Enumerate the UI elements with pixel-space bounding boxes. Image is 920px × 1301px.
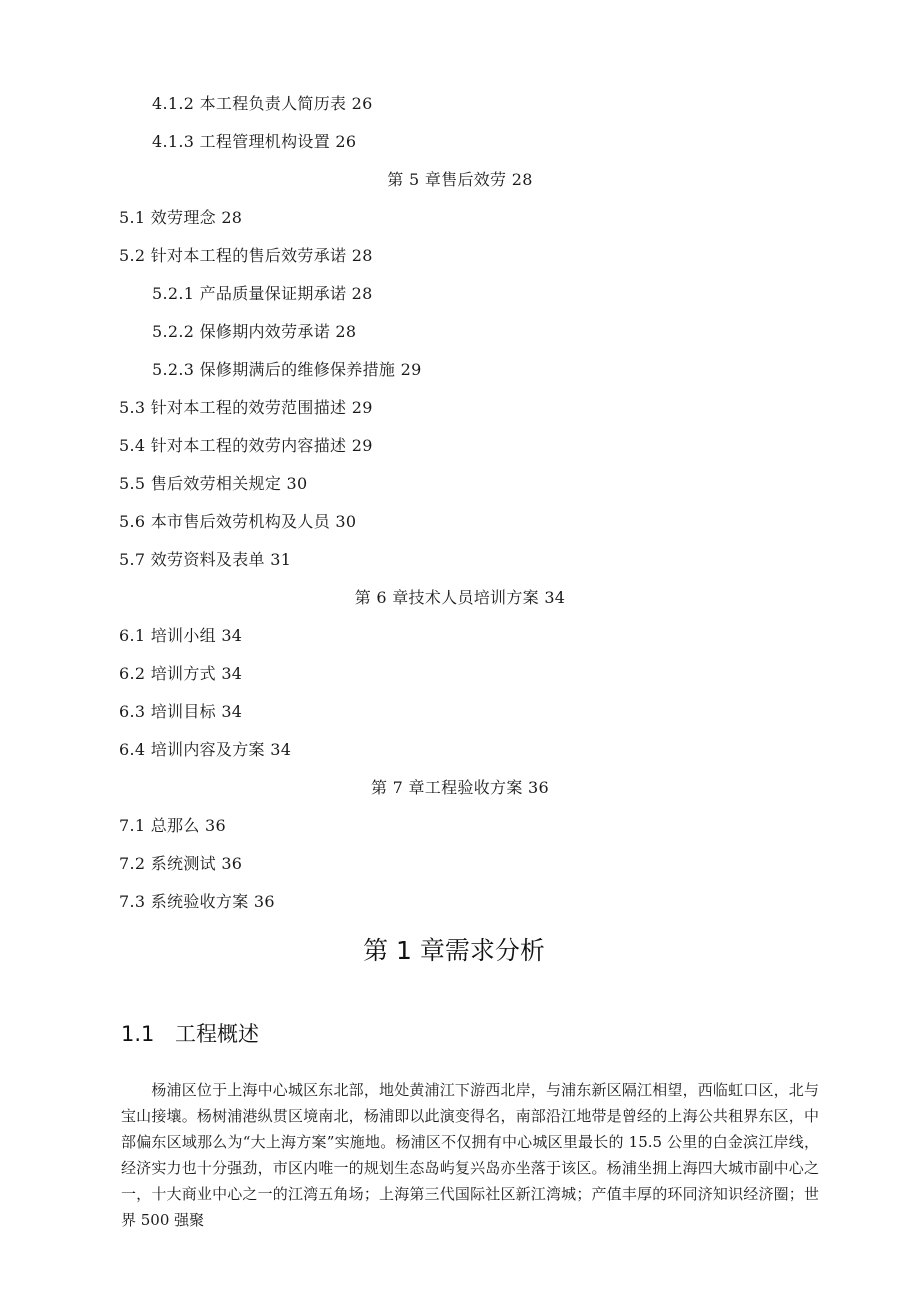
section-heading [121,1019,259,1049]
toc-entry[interactable]: 5.6 本市售后效劳机构及人员 30 [119,512,357,531]
toc-entry[interactable]: 5.2.3 保修期满后的维修保养措施 29 [152,360,422,379]
toc-entry[interactable]: 7.3 系统验收方案 36 [119,892,275,911]
toc-entry[interactable]: 5.7 效劳资料及表单 31 [119,550,292,569]
toc-entry[interactable]: 4.1.3 工程管理机构设置 26 [152,132,357,151]
toc-entry[interactable]: 7.1 总那么 36 [119,816,226,835]
toc-entry[interactable]: 6.1 培训小组 34 [119,626,243,645]
toc-entry[interactable]: 6.4 培训内容及方案 34 [119,740,292,759]
toc-entry[interactable]: 5.1 效劳理念 28 [119,208,243,227]
toc-entry[interactable]: 5.3 针对本工程的效劳范围描述 29 [119,398,373,417]
toc-entry[interactable]: 5.2.1 产品质量保证期承诺 28 [152,284,373,303]
section-title: 工程概述 [175,1022,259,1046]
toc-entry[interactable]: 5.5 售后效劳相关规定 30 [119,474,308,493]
toc-entry[interactable]: 6.3 培训目标 34 [119,702,243,721]
toc-chapter-entry[interactable]: 第 5 章售后效劳 28 [387,170,533,189]
toc-entry[interactable]: 6.2 培训方式 34 [119,664,243,683]
toc-chapter-entry[interactable]: 第 7 章工程验收方案 36 [371,778,549,797]
body-paragraph: 杨浦区位于上海中心城区东北部，地处黄浦江下游西北岸，与浦东新区隔江相望，西临虹口区，北与宝山接壤。杨树浦港纵贯区境南北，杨浦即以此演变得名，南部沿江地带是曾经的上海公共租界东区，中部偏东区域那么为“大上海方案”实施地。杨浦区不仅拥有中心城区里最长的 15.5 公里的白金滨江岸线，经济实力也十分强劲，市区内唯一的规划生态岛屿复兴岛亦坐落于该区。杨浦坐拥上海四大城市副中心之一，十大商业中心之一的江湾五角场；上海第三代国际社区新江湾城；产值丰厚的环同济知识经济圈；世界 500 强聚 [121,1081,819,1229]
toc-entry[interactable]: 4.1.2 本工程负责人简历表 26 [152,94,373,113]
toc-entry[interactable]: 5.2.2 保修期内效劳承诺 28 [152,322,357,341]
chapter-heading: 第 1 章需求分析 [363,936,545,965]
toc-chapter-entry[interactable]: 第 6 章技术人员培训方案 34 [354,588,566,607]
toc-entry[interactable]: 7.2 系统测试 36 [119,854,243,873]
toc-entry[interactable]: 5.4 针对本工程的效劳内容描述 29 [119,436,373,455]
section-number: 1.1 [121,1022,155,1046]
toc-entry[interactable]: 5.2 针对本工程的售后效劳承诺 28 [119,246,373,265]
